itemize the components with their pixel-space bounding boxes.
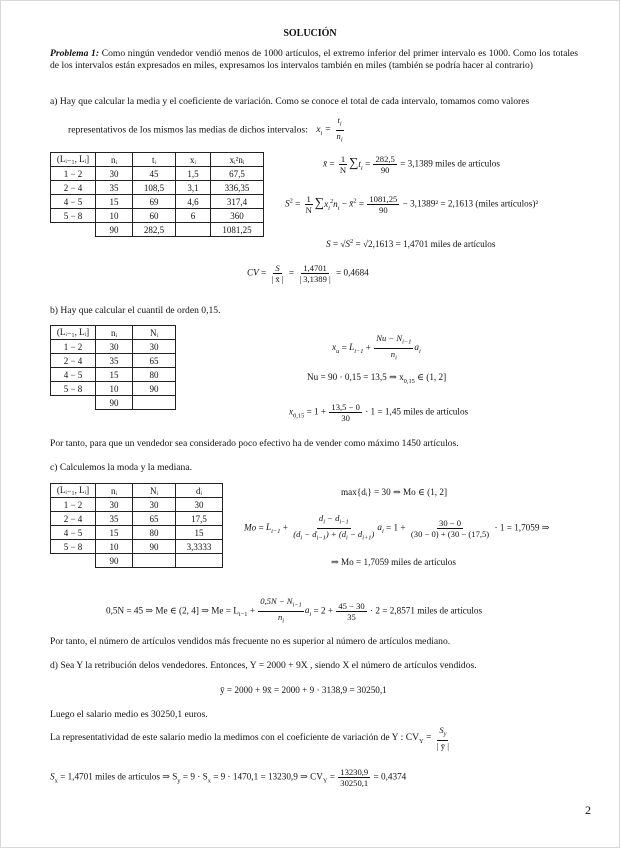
me-result: · 2 = 2,8571 miles de artículos [369, 605, 483, 616]
table-cell [133, 554, 176, 568]
table-cell: 67,5 [211, 167, 264, 181]
cv-definition-line: La representatividad de este salario medio la medimos con el coeficiente de variación de Y : $CV_Y$ = $\frac{S_y}{| ȳ |}$ [50, 725, 449, 751]
final-mid: = 1,4701 miles de artículos ⇒ S [57, 771, 178, 782]
var-num: 1081,25 [369, 194, 398, 204]
section-c-intro: c) Calculemos la moda y la mediana. [50, 462, 192, 473]
table-row [51, 498, 223, 512]
table-cell: 1,5 [176, 167, 211, 181]
table-b [50, 325, 176, 410]
table-row [51, 368, 176, 382]
table-header-row [51, 484, 223, 498]
table-row [51, 354, 176, 368]
section-a-intro-2-text: representativos de los mismos las medias de dichos intervalos: [68, 124, 308, 136]
header-cell: tᵢ [133, 153, 176, 167]
table-cell: 90 [96, 396, 133, 410]
header-cell: xᵢ²nᵢ [211, 153, 264, 167]
median-formula: 0,5N = 45 ⇒ Me ∈ (2, 4] ⇒ $Me = L_{i-1}$ + $\frac{0,5N - N_{i-1}}{n_i}$ $a_i = 2$ + $\frac{45 - 30}{35}$ · 2 = 2,8571 miles de artículos [106, 596, 483, 625]
xi-definition: $x_i$ = $\frac{t_i}{n_i}$ [316, 115, 343, 144]
header-cell: nᵢ [96, 484, 133, 498]
table-cell: 30 [96, 498, 133, 512]
table-cell: 69 [133, 195, 176, 209]
table-cell: 2 − 4 [51, 354, 96, 368]
table-cell: 4,6 [176, 195, 211, 209]
table-cell [176, 554, 223, 568]
table-cell: 6 [176, 209, 211, 223]
me-num: 45 − 30 [338, 600, 365, 611]
table-row [51, 181, 264, 195]
header-cell: nᵢ [96, 326, 133, 340]
table-row [51, 195, 264, 209]
cv-def-text: La representatividad de este salario medio la medimos con el coeficiente de variación de Y : CV [50, 732, 420, 744]
table-c [50, 483, 223, 568]
q-prefix: x [289, 406, 294, 417]
table-cell: 35 [96, 354, 133, 368]
final-mid3: = 9 · 1470,1 = 13230,9 ⇒ CV [210, 771, 323, 782]
nu-sub: 0,15 [403, 377, 415, 385]
cv-den: | 3,1389 | [299, 274, 331, 284]
table-cell: 90 [96, 223, 133, 237]
section-d-intro: d) Sea Y la retribución delos vendedores. Entonces, Y = 2000 + 9X , siendo X el número de artículos vendidos. [50, 660, 477, 671]
quantile-general-formula: $x_u = L_{i-1}$ + $\frac{Nu - N_{i-1}}{n_i}$ $a_i$ [332, 333, 421, 362]
table-cell: 282,5 [133, 223, 176, 237]
mean-result: = 3,1389 miles de artículos [400, 158, 500, 169]
table-cell: 108,5 [133, 181, 176, 195]
table-cell: 15 [176, 526, 223, 540]
table-header-row [51, 326, 176, 340]
problem-statement [50, 48, 578, 73]
page-number: 2 [585, 803, 591, 817]
table-total-row [51, 554, 223, 568]
table-cell: 3,3333 [176, 540, 223, 554]
table-cell: 30 [96, 167, 133, 181]
cv-formula: CV = $\frac{S}{| x̄ |}$ = $\frac{1,4701}{| 3,1389 |}$ = 0,4684 [247, 263, 369, 284]
nu-line: Nu = 90 · 0,15 = 13,5 ⇒ x [307, 372, 404, 382]
table-cell: 35 [96, 181, 133, 195]
problem-label: Problema 1: [50, 48, 100, 59]
max-d-line: max{dᵢ} = 30 ⇒ Mo ∈ (1, 2] [341, 487, 448, 497]
mean-num: 282,5 [375, 154, 395, 164]
table-total-row [51, 223, 264, 237]
final-den: 30250,1 [340, 778, 369, 788]
mean-den: 90 [380, 165, 390, 175]
mo-num: 30 − 0 [439, 517, 462, 528]
var-result: − 3,1389² = 2,1613 (miles artículos)² [402, 198, 539, 209]
table-cell [51, 396, 96, 410]
section-c-conclusion: Por tanto, el número de artículos vendidos más frecuente no es superior al número de artículos mediano. [50, 636, 451, 647]
table-row [51, 540, 223, 554]
table-cell: 90 [133, 540, 176, 554]
table-cell: 30 [133, 340, 176, 354]
table-cell: 360 [211, 209, 264, 223]
cv-result: = 0,4684 [336, 267, 369, 278]
table-cell: 5 − 8 [51, 209, 96, 223]
table-cell [51, 554, 96, 568]
mode-formula: $Mo = L_{i-1}$ + $\frac{d_i - d_{i-1}}{(d_i - d_{i-1}) + (d_i - d_{i+1})}$ $a_i = 1$ + $\frac{30 - 0}{(30 - 0) + (30 - (17,5)}$ · 1 = 1,7059 ⇒ [244, 513, 550, 542]
q-mid: = 1 + [304, 406, 329, 417]
nu-formula [307, 371, 446, 388]
table-cell: 4 − 5 [51, 526, 96, 540]
table-cell: 10 [96, 382, 133, 396]
cv-num: 1,4701 [303, 263, 327, 273]
table-cell: 1 − 2 [51, 167, 96, 181]
final-num: 13230,9 [340, 767, 369, 777]
header-cell: Nᵢ [133, 484, 176, 498]
table-cell: 2 − 4 [51, 181, 96, 195]
q-num: 13,5 − 0 [331, 402, 360, 412]
mode-final: ⇒ Mo = 1,7059 miles de artículos [331, 557, 456, 567]
table-cell: 317,4 [211, 195, 264, 209]
table-row [51, 512, 223, 526]
table-cell: 35 [96, 512, 133, 526]
table-row [51, 526, 223, 540]
final-formula: $S_x = 1,4701$ miles de artículos ⇒ $S_y = 9 \cdot S_x = 9 \cdot 1470,1 = 13230,9$ ⇒ $CV_Y$ = $\frac{13230,9}{30250,1}$ = 0,4374 [50, 767, 407, 788]
table-cell: 15 [96, 526, 133, 540]
salary-mean-formula: ȳ = 2000 + 9x̄ = 2000 + 9 · 3138,9 = 30250,1 [220, 685, 387, 695]
sd-formula: $S = √S^2 = √2,1613 = 1,4701$ miles de artículos [326, 238, 496, 250]
table-cell: 2 − 4 [51, 512, 96, 526]
problem-text: Como ningún vendedor vendió menos de 1000 artículos, el extremo inferior del primer intervalo es 1000. Como los totales de los intervalos están expresados en miles, expresamos los intervalos también en miles (también se podría hacer al contrario) [50, 48, 578, 72]
me-prefix: 0,5N = 45 ⇒ Me ∈ (2, 4] ⇒ Me = L [106, 605, 239, 616]
quantile-result [289, 402, 468, 423]
header-cell: (Lᵢ₋₁, Lᵢ] [51, 484, 96, 498]
me-den: 35 [347, 611, 356, 622]
section-a-intro-2 [68, 115, 346, 145]
section-b-conclusion: Por tanto, para que un vendedor sea considerado poco efectivo ha de vender como máximo 1450 artículos. [50, 438, 459, 449]
final-mid2: = 9 · S [180, 771, 208, 782]
table-cell: 5 − 8 [51, 382, 96, 396]
table-cell: 30 [133, 498, 176, 512]
table-cell: 10 [96, 540, 133, 554]
header-cell: (Lᵢ₋₁, Lᵢ] [51, 153, 96, 167]
table-row [51, 340, 176, 354]
table-cell: 80 [133, 368, 176, 382]
header-cell: (Lᵢ₋₁, Lᵢ] [51, 326, 96, 340]
final-result: = 0,4374 [373, 771, 407, 782]
section-b-intro: b) Hay que calcular el cuantil de orden 0,15. [50, 305, 221, 316]
table-row [51, 167, 264, 181]
table-cell: 15 [96, 368, 133, 382]
page-title: SOLUCIÓN [283, 28, 337, 39]
table-cell [176, 223, 211, 237]
table-cell: 60 [133, 209, 176, 223]
section-a-intro-1: a) Hay que calcular la media y el coeficiente de variación. Como se conoce el total de cada intervalo, tomamos como valores [50, 96, 530, 107]
table-cell: 3,1 [176, 181, 211, 195]
table-row [51, 209, 264, 223]
table-cell [51, 223, 96, 237]
header-cell: xᵢ [176, 153, 211, 167]
table-cell: 30 [176, 498, 223, 512]
mean-formula: x̄ = $\frac{1}{N}$ $\sum t_i$ = $\frac{282,5}{90}$ = 3,1389 miles de artículos [323, 154, 500, 175]
table-cell: 65 [133, 354, 176, 368]
salary-line: Luego el salario medio es 30250,1 euros. [50, 709, 208, 720]
header-cell: dᵢ [176, 484, 223, 498]
q-tail: · 1 = 1,45 miles de artículos [362, 406, 469, 417]
table-cell: 30 [96, 340, 133, 354]
nu-tail: ∈ (1, 2] [414, 372, 447, 382]
var-den: 90 [379, 205, 388, 215]
table-cell: 17,5 [176, 512, 223, 526]
table-cell: 4 − 5 [51, 195, 96, 209]
sd-line: = √2,1613 = 1,4701 miles de artículos [355, 239, 496, 250]
table-cell: 5 − 8 [51, 540, 96, 554]
table-cell: 1081,25 [211, 223, 264, 237]
table-cell: 90 [133, 382, 176, 396]
mo-den: (30 − 0) + (30 − (17,5) [410, 528, 490, 539]
q-sub: 0,15 [293, 412, 305, 420]
final-prefix: S [50, 771, 55, 782]
table-a [50, 152, 264, 237]
table-cell [133, 396, 176, 410]
header-cell: Nᵢ [133, 326, 176, 340]
q-den: 30 [341, 413, 350, 423]
mo-result: · 1 = 1,7059 ⇒ [494, 522, 550, 533]
table-cell: 1 − 2 [51, 498, 96, 512]
table-cell: 336,35 [211, 181, 264, 195]
table-cell: 65 [133, 512, 176, 526]
table-header-row [51, 153, 264, 167]
table-cell: 10 [96, 209, 133, 223]
table-cell: 4 − 5 [51, 368, 96, 382]
variance-formula: $S^2$ = $\frac{1}{N}$ $\sum x_i^2n_i$ − x̄$^2$ = $\frac{1081,25}{90}$ − 3,1389² = 2,1613 (miles artículos)² [285, 194, 539, 215]
table-total-row [51, 396, 176, 410]
table-cell: 45 [133, 167, 176, 181]
table-row [51, 382, 176, 396]
table-cell: 90 [96, 554, 133, 568]
header-cell: nᵢ [96, 153, 133, 167]
table-cell: 1 − 2 [51, 340, 96, 354]
table-cell: 15 [96, 195, 133, 209]
table-cell: 80 [133, 526, 176, 540]
